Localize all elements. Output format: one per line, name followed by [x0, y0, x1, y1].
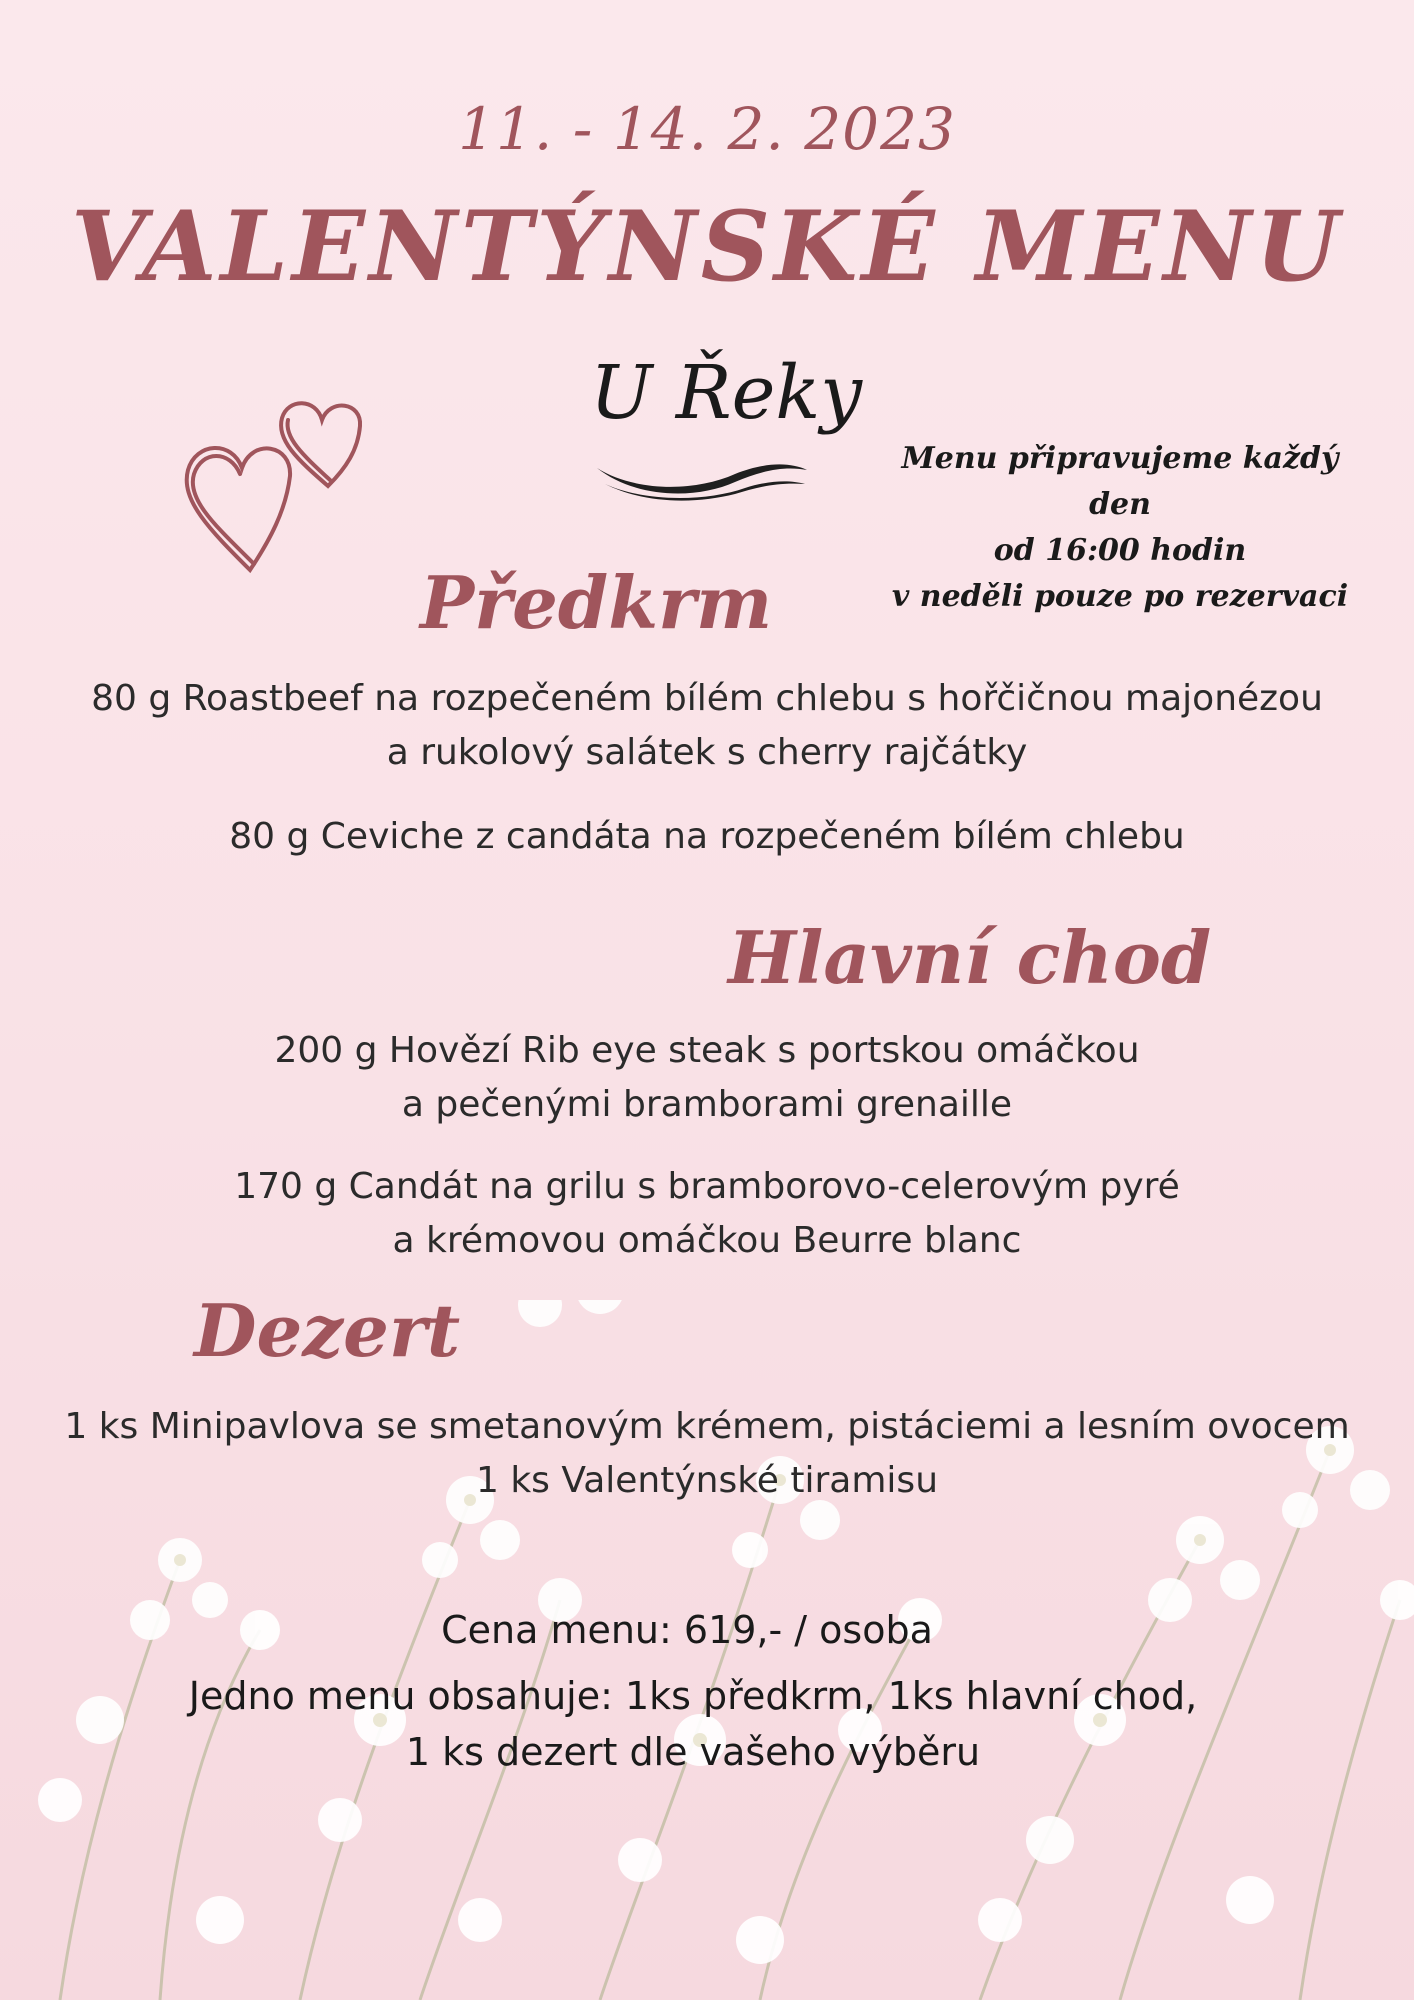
dessert-heading: Dezert: [194, 1288, 461, 1373]
item-line: 80 g Ceviche z candáta na rozpečeném bílém chlebu: [229, 816, 1185, 857]
starter-item-1: [0, 672, 1414, 780]
starter-item-2: [0, 810, 1414, 864]
opening-hours-note: [880, 436, 1360, 620]
menu-date: 11. - 14. 2. 2023: [458, 95, 956, 163]
note-line: Menu připravujeme každý den: [901, 441, 1339, 522]
includes-line: Jedno menu obsahuje: 1ks předkrm, 1ks hlavní chod,: [188, 1674, 1198, 1718]
main-item-2: [0, 1160, 1414, 1268]
note-line: od 16:00 hodin: [993, 533, 1247, 568]
hearts-icon: [180, 390, 380, 580]
item-line: a rukolový salátek s cherry rajčátky: [386, 732, 1028, 773]
item-line: 200 g Hovězí Rib eye steak s portskou omáčkou: [274, 1030, 1140, 1071]
note-line: v neděli pouze po rezervaci: [891, 579, 1349, 614]
starter-heading: Předkrm: [420, 560, 773, 645]
main-item-1: [0, 1024, 1414, 1132]
item-line: 170 g Candát na grilu s bramborovo-celerovým pyré: [234, 1166, 1180, 1207]
includes-line: 1 ks dezert dle vašeho výběru: [405, 1730, 981, 1774]
item-line: a pečenými bramborami grenaille: [401, 1084, 1013, 1125]
menu-includes: [0, 1668, 1400, 1780]
item-line: 1 ks Valentýnské tiramisu: [475, 1460, 939, 1501]
dessert-item: [0, 1400, 1414, 1508]
menu-title: VALENTÝNSKÉ MENU: [71, 190, 1343, 303]
menu-price: Cena menu: 619,- / osoba: [441, 1608, 933, 1652]
item-line: 1 ks Minipavlova se smetanovým krémem, pistáciemi a lesním ovocem: [64, 1406, 1350, 1447]
main-course-heading: Hlavní chod: [728, 915, 1212, 1000]
item-line: a krémovou omáčkou Beurre blanc: [392, 1220, 1022, 1261]
item-line: 80 g Roastbeef na rozpečeném bílém chlebu s hořčičnou majonézou: [91, 678, 1323, 719]
logo-text: U Řeky: [590, 350, 863, 436]
wave-logo-icon: [595, 448, 810, 503]
